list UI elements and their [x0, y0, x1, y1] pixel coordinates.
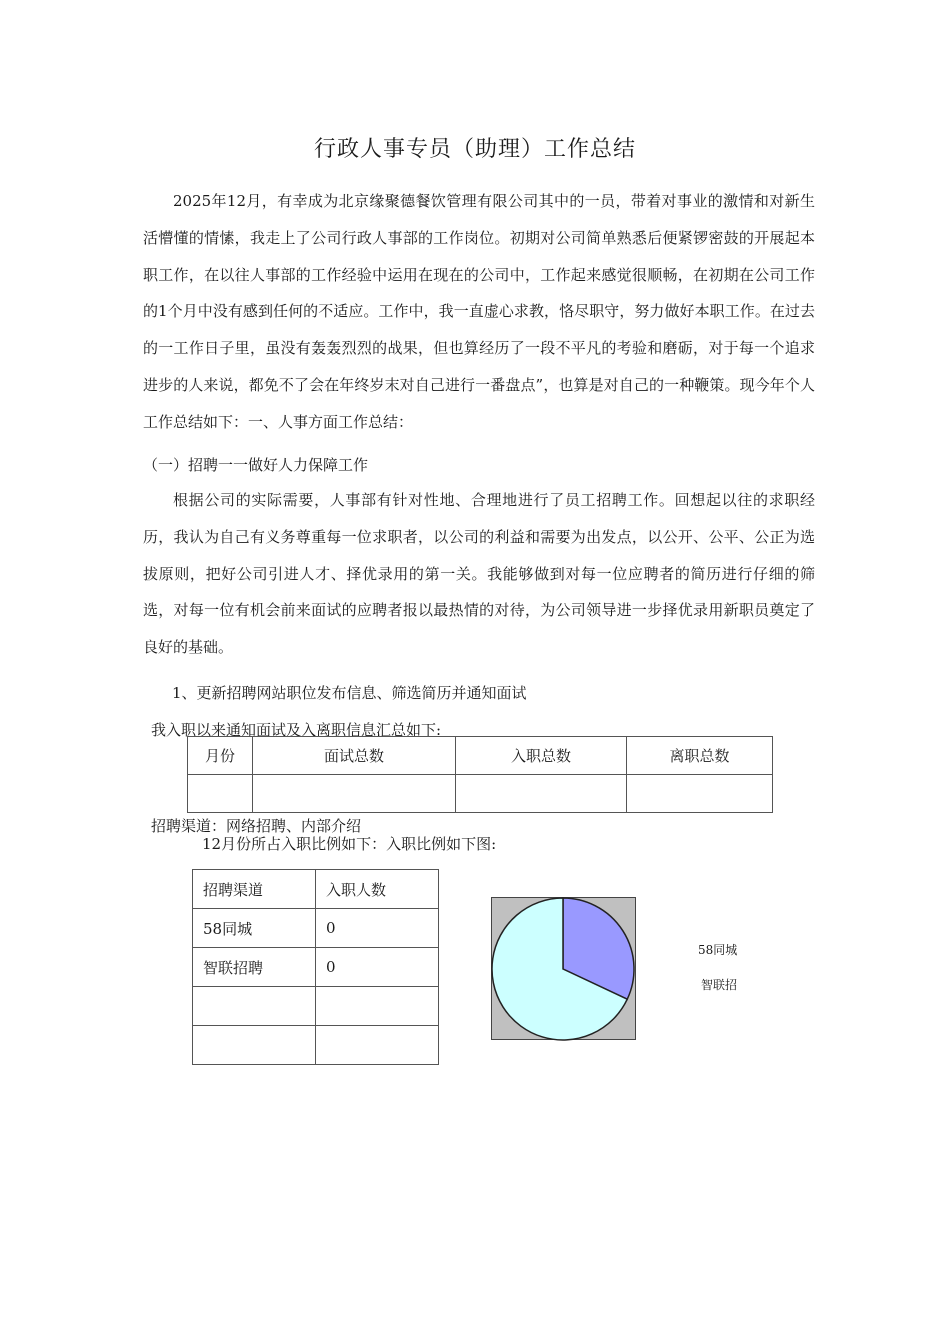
table-cell: 智联招聘: [193, 948, 316, 987]
pie-slices: [492, 898, 634, 1040]
table-row: [188, 775, 773, 813]
recruit-paragraph: 根据公司的实际需要，人事部有针对性地、合理地进行了员工招聘工作。回想起以往的求职经历，我认为自己有义务尊重每一位求职者，以公司的利益和需要为出发点，以公开、公平、公正为选拔原则，把好公司引进人才、择优录用的第一关。我能够做到对每一位应聘者的简历进行仔细的筛选，对每一位有机会前来面试的应聘者报以最热情的对待，为公司领导进一步择优录用新职员奠定了良好的基础。: [143, 491, 815, 657]
channel-table: [192, 869, 439, 1065]
legend-item-zhilian: 智联招: [701, 978, 738, 992]
header-month: 月份: [188, 737, 253, 775]
channel-table-header: [193, 870, 439, 909]
table-cell: [316, 1026, 439, 1065]
table-cell: [627, 775, 773, 813]
table-cell: [193, 1026, 316, 1065]
item-1-heading: 1、更新招聘网站职位发布信息、筛选简历并通知面试: [172, 684, 527, 702]
header-departures: 离职总数: [627, 737, 773, 775]
table-cell: [456, 775, 627, 813]
table-row: [193, 1026, 439, 1065]
summary-table-header: [188, 737, 773, 775]
table-cell: 58同城: [193, 909, 316, 948]
table-cell: [188, 775, 253, 813]
channels-line: 招聘渠道：网络招聘、内部介绍: [151, 817, 362, 835]
header-channel: 招聘渠道: [193, 870, 316, 909]
summary-caption: 我入职以来通知面试及入离职信息汇总如下:: [151, 721, 442, 739]
header-count: 入职人数: [316, 870, 439, 909]
section-heading: （一）招聘一一做好人力保障工作: [143, 456, 369, 474]
table-cell: [253, 775, 456, 813]
intro-paragraph: 2025年12月，有幸成为北京缘聚德餐饮管理有限公司其中的一员，带着对事业的激情和对新生活懵懂的情愫，我走上了公司行政人事部的工作岗位。初期对公司简单熟悉后便紧锣密鼓的开展起本职工作，在以往人事部的工作经验中运用在现在的公司中，工作起来感觉很顺畅，在初期在公司工作的1个月中没有感到任何的不适应。工作中，我一直虚心求教，恪尽职守，努力做好本职工作。在过去的一工作日子里，虽没有轰轰烈烈的战果，但也算经历了一段不平凡的考验和磨砺，对于每一个追求进步的人来说，都免不了会在年终岁末对自己进行一番盘点”，也算是对自己的一种鞭策。现今年个人工作总结如下：一、人事方面工作总结：: [143, 192, 815, 431]
table-row: [193, 987, 439, 1026]
table-cell: [193, 987, 316, 1026]
table-row: [193, 909, 439, 948]
legend-item-58: 58同城: [698, 943, 738, 957]
pie-chart: [491, 897, 637, 1041]
summary-table: [187, 736, 773, 813]
table-cell: [316, 987, 439, 1026]
table-row: [193, 948, 439, 987]
header-interviews: 面试总数: [253, 737, 456, 775]
table-cell: 0: [316, 909, 439, 948]
header-hires: 入职总数: [456, 737, 627, 775]
document-title: 行政人事专员（助理）工作总结: [313, 137, 636, 162]
ratio-caption: 12月份所占入职比例如下：入职比例如下图:: [202, 835, 497, 853]
table-cell: 0: [316, 948, 439, 987]
